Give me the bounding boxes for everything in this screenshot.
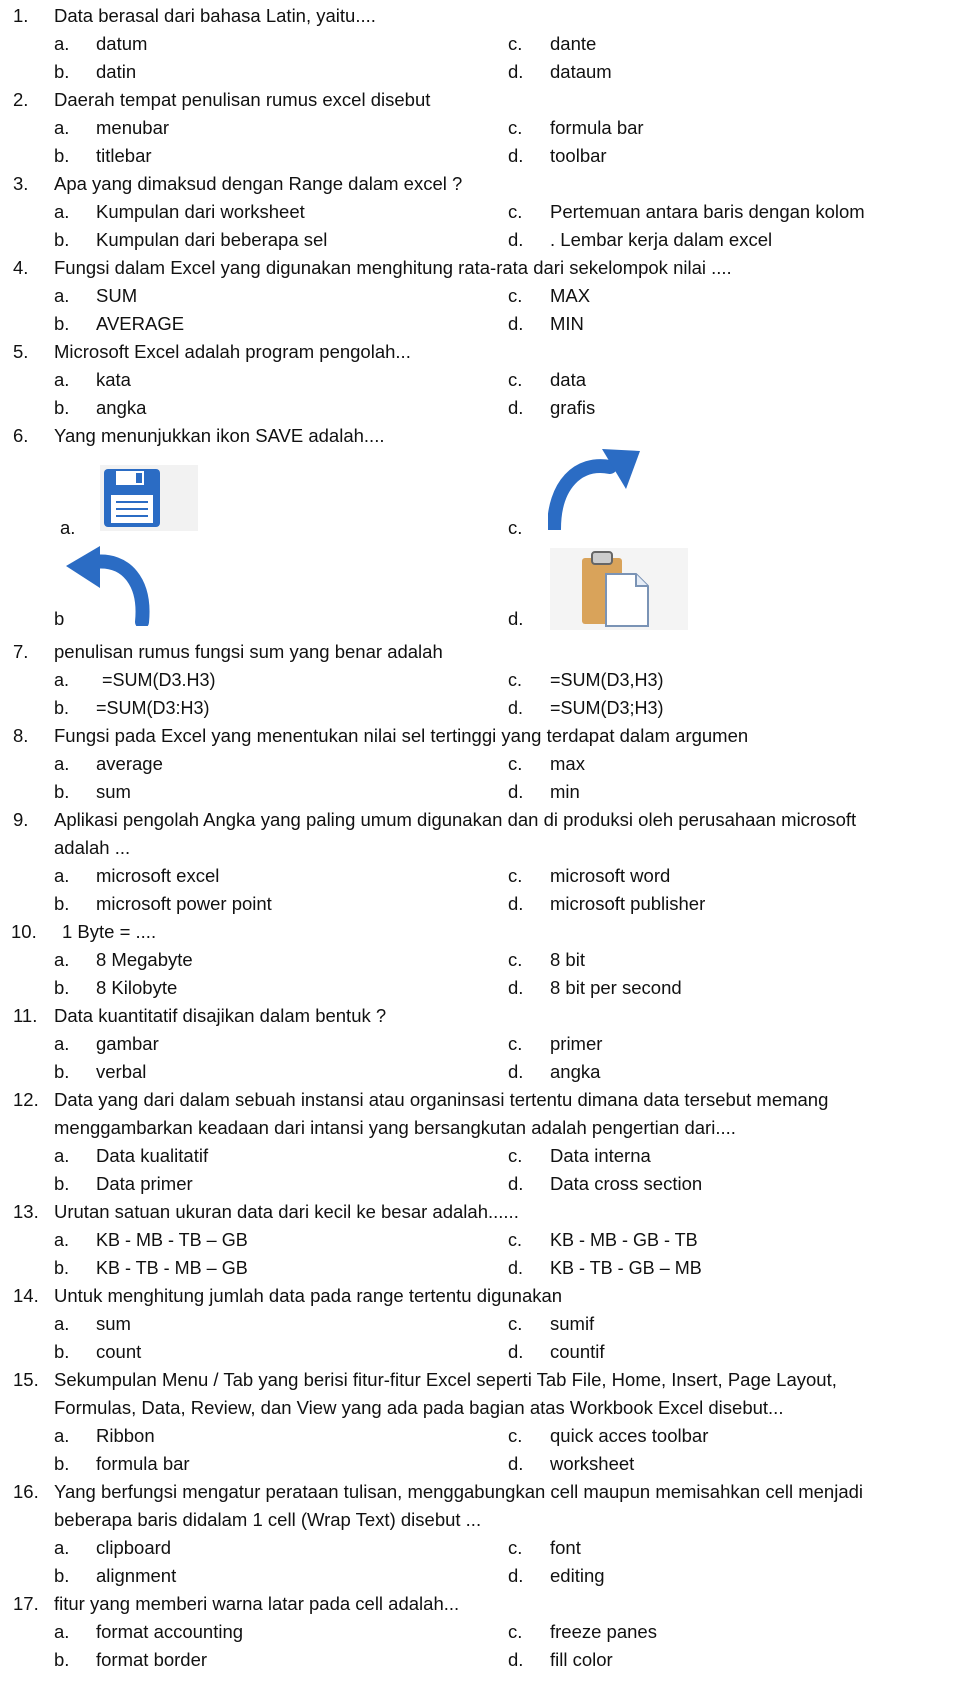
option-a-label: a. [54, 865, 70, 886]
question-text: Urutan satuan ukuran data dari kecil ke besar adalah...... [54, 1201, 519, 1222]
option-c-text: 8 bit [550, 949, 585, 970]
question-text-continued: adalah ... [54, 837, 131, 858]
option-c-text: Pertemuan antara baris dengan kolom [550, 201, 865, 222]
option-c-image[interactable] [548, 445, 642, 530]
option-a-label: a. [54, 1621, 70, 1642]
option-d-text: min [550, 781, 580, 802]
option-c-text: MAX [550, 285, 591, 306]
question-text: Aplikasi pengolah Angka yang paling umum digunakan dan di produksi oleh perusahaan microsoft [54, 809, 857, 830]
option-c-label: c. [508, 1033, 523, 1054]
option-a-label: a. [54, 1230, 70, 1250]
clipboard-paste-icon [550, 548, 688, 630]
option-a-label: a. [54, 1145, 70, 1166]
question-number: 14. [13, 1285, 39, 1306]
option-d-label: d. [508, 229, 524, 250]
undo-arrow-icon [64, 544, 154, 626]
option-d-label: d. [508, 698, 524, 718]
option-d-label: d. [508, 893, 524, 914]
option-d-label: d. [508, 1173, 524, 1194]
option-a-label: a. [54, 285, 70, 306]
option-c-label: c. [508, 517, 523, 538]
option-c-text: quick acces toolbar [550, 1425, 709, 1446]
option-b-label: b [54, 608, 65, 629]
option-a-text: Ribbon [96, 1425, 155, 1446]
option-a-label: a. [54, 1425, 70, 1446]
option-c-text: font [550, 1537, 581, 1558]
option-b-text: verbal [96, 1061, 147, 1082]
option-c-label: c. [508, 1230, 523, 1250]
option-d-label: d. [508, 313, 524, 334]
option-b-text: AVERAGE [96, 313, 185, 334]
option-b-label: b. [54, 145, 70, 166]
option-b-text: sum [96, 781, 131, 802]
question-number: 3. [13, 173, 29, 194]
option-b-text: formula bar [96, 1453, 190, 1474]
option-d-label: d. [508, 977, 524, 998]
question-number: 5. [13, 341, 29, 362]
option-a-label: a. [54, 1033, 70, 1054]
option-b-text: count [96, 1341, 142, 1362]
option-c-text: max [550, 753, 585, 774]
option-a-text: format accounting [96, 1621, 244, 1642]
option-c-label: c. [508, 1425, 523, 1446]
option-d-label: d. [508, 145, 524, 166]
option-d-text: worksheet [550, 1453, 635, 1474]
option-d-label: d. [508, 1649, 524, 1670]
option-b-label: b. [54, 1061, 70, 1082]
option-a-text: Kumpulan dari worksheet [96, 201, 305, 222]
option-a-text: Data kualitatif [96, 1145, 209, 1166]
option-a-text: microsoft excel [96, 865, 220, 886]
option-a-text: menubar [96, 117, 170, 138]
option-c-text: dante [550, 33, 597, 54]
option-b-text: format border [96, 1649, 208, 1670]
option-d-label: d. [508, 61, 524, 82]
option-d-text: =SUM(D3;H3) [550, 698, 664, 718]
question-text: fitur yang memberi warna latar pada cell adalah... [54, 1593, 460, 1614]
option-d-label: d. [508, 1061, 524, 1082]
option-b-label: b. [54, 1341, 70, 1362]
question-text-continued: beberapa baris didalam 1 cell (Wrap Text) disebut ... [54, 1509, 482, 1530]
option-a-text: SUM [96, 285, 138, 306]
option-c-text: sumif [550, 1313, 595, 1334]
option-c-text: formula bar [550, 117, 644, 138]
option-c-label: c. [508, 753, 523, 774]
option-c-label: c. [508, 1145, 523, 1166]
option-a-label: a. [60, 517, 76, 538]
option-b-label: b. [54, 698, 70, 718]
option-c-label: c. [508, 285, 523, 306]
option-a-text: average [96, 753, 163, 774]
option-b-text: datin [96, 61, 137, 82]
option-b-text: alignment [96, 1565, 177, 1586]
option-b-label: b. [54, 1453, 70, 1474]
question-text: Untuk menghitung jumlah data pada range tertentu digunakan [54, 1285, 563, 1306]
question-text: Daerah tempat penulisan rumus excel disebut [54, 89, 431, 110]
question-text: Data kuantitatif disajikan dalam bentuk ? [54, 1005, 387, 1026]
option-b-label: b. [54, 893, 70, 914]
question-number: 10. [11, 921, 37, 942]
option-b-text: titlebar [96, 145, 152, 166]
question-text: Yang berfungsi mengatur perataan tulisan, menggabungkan cell maupun memisahkan cell menjadi [54, 1481, 864, 1502]
option-c-label: c. [508, 201, 523, 222]
option-a-text: gambar [96, 1033, 159, 1054]
option-c-label: c. [508, 117, 523, 138]
question-text: Fungsi pada Excel yang menentukan nilai sel tertinggi yang terdapat dalam argumen [54, 725, 749, 746]
option-d-text: fill color [550, 1649, 613, 1670]
floppy-disk-save-icon [100, 465, 198, 531]
option-a-text: =SUM(D3.H3) [102, 670, 216, 690]
option-c-text: primer [550, 1033, 603, 1054]
question-number: 13. [13, 1201, 39, 1222]
option-b-label: b. [54, 1258, 70, 1278]
option-c-text: freeze panes [550, 1621, 657, 1642]
option-d-label: d. [508, 397, 524, 418]
option-b-label: b. [54, 1649, 70, 1670]
question-text: Data yang dari dalam sebuah instansi atau organinsasi tertentu dimana data tersebut memang [54, 1089, 829, 1110]
option-c-label: c. [508, 1313, 523, 1334]
option-c-label: c. [508, 33, 523, 54]
question-number: 9. [13, 809, 29, 830]
option-d-text: dataum [550, 61, 612, 82]
option-c-text: KB - MB - GB - TB [550, 1230, 698, 1250]
question-number: 16. [13, 1481, 39, 1502]
option-a-label: a. [54, 33, 70, 54]
option-c-text: Data interna [550, 1145, 651, 1166]
option-d-text: grafis [550, 397, 596, 418]
option-d-label: d. [508, 608, 524, 629]
question-text: Sekumpulan Menu / Tab yang berisi fitur-fitur Excel seperti Tab File, Home, Insert, Page Layout, [54, 1369, 837, 1390]
option-c-label: c. [508, 949, 523, 970]
option-a-label: a. [54, 1313, 70, 1334]
question-text: Fungsi dalam Excel yang digunakan menghitung rata-rata dari sekelompok nilai .... [54, 257, 732, 278]
option-a-image[interactable] [100, 465, 198, 531]
option-c-label: c. [508, 865, 523, 886]
option-a-text: 8 Megabyte [96, 949, 193, 970]
option-c-text: =SUM(D3,H3) [550, 670, 664, 690]
option-c-label: c. [508, 670, 523, 690]
option-a-label: a. [54, 201, 70, 222]
option-a-label: a. [54, 369, 70, 390]
option-a-label: a. [54, 753, 70, 774]
option-b-label: b. [54, 1565, 70, 1586]
option-d-text: countif [550, 1341, 605, 1362]
option-c-text: data [550, 369, 587, 390]
option-d-text: Data cross section [550, 1173, 703, 1194]
option-b-text: Data primer [96, 1173, 193, 1194]
option-b-label: b. [54, 229, 70, 250]
option-b-text: 8 Kilobyte [96, 977, 178, 998]
option-d-label: d. [508, 1453, 524, 1474]
question-text: 1 Byte = .... [62, 921, 157, 942]
option-a-text: datum [96, 33, 148, 54]
question-text: penulisan rumus fungsi sum yang benar adalah [54, 641, 443, 662]
option-d-label: d. [508, 781, 524, 802]
option-a-label: a. [54, 117, 70, 138]
option-b-label: b. [54, 977, 70, 998]
option-b-text: Kumpulan dari beberapa sel [96, 229, 328, 250]
option-a-label: a. [54, 1537, 70, 1558]
question-number: 6. [13, 425, 29, 446]
option-b-text: angka [96, 397, 147, 418]
option-b-text: =SUM(D3:H3) [96, 698, 210, 718]
option-a-text: clipboard [96, 1537, 172, 1558]
option-d-text: MIN [550, 313, 584, 334]
question-number: 7. [13, 641, 29, 662]
option-b-label: b. [54, 1173, 70, 1194]
option-d-label: d. [508, 1258, 524, 1278]
option-a-text: KB - MB - TB – GB [96, 1230, 248, 1250]
option-d-text: angka [550, 1061, 601, 1082]
option-a-label: a. [54, 670, 70, 690]
question-text-continued: menggambarkan keadaan dari intansi yang bersangkutan adalah pengertian dari.... [54, 1117, 736, 1138]
option-d-label: d. [508, 1565, 524, 1586]
option-d-text: microsoft publisher [550, 893, 706, 914]
option-b-label: b. [54, 397, 70, 418]
option-a-text: sum [96, 1313, 131, 1334]
option-b-label: b. [54, 781, 70, 802]
option-d-text: 8 bit per second [550, 977, 682, 998]
option-c-text: microsoft word [550, 865, 671, 886]
option-c-label: c. [508, 1621, 523, 1642]
question-text: Data berasal dari bahasa Latin, yaitu.... [54, 5, 376, 26]
question-number: 15. [13, 1369, 39, 1390]
question-number: 4. [13, 257, 29, 278]
option-c-label: c. [508, 369, 523, 390]
question-text: Yang menunjukkan ikon SAVE adalah.... [54, 425, 385, 446]
option-b-label: b. [54, 61, 70, 82]
question-text: Microsoft Excel adalah program pengolah... [54, 341, 411, 362]
option-a-text: kata [96, 369, 131, 390]
option-b-image[interactable] [64, 544, 154, 626]
question-text: Apa yang dimaksud dengan Range dalam excel ? [54, 173, 463, 194]
option-d-image[interactable] [550, 548, 688, 630]
option-d-text: editing [550, 1565, 605, 1586]
question-number: 2. [13, 89, 29, 110]
option-a-label: a. [54, 949, 70, 970]
question-number: 1. [13, 5, 29, 26]
option-d-text: . Lembar kerja dalam excel [550, 229, 773, 250]
question-text-continued: Formulas, Data, Review, dan View yang ada pada bagian atas Workbook Excel disebut... [54, 1397, 784, 1418]
question-number: 8. [13, 725, 29, 746]
redo-arrow-icon [548, 445, 642, 530]
question-number: 17. [13, 1593, 39, 1614]
option-b-label: b. [54, 313, 70, 334]
question-number: 11. [13, 1005, 38, 1026]
option-d-label: d. [508, 1341, 524, 1362]
question-number: 12. [13, 1089, 39, 1110]
option-c-label: c. [508, 1537, 523, 1558]
option-d-text: toolbar [550, 145, 607, 166]
option-b-text: KB - TB - MB – GB [96, 1258, 248, 1278]
option-b-text: microsoft power point [96, 893, 272, 914]
option-d-text: KB - TB - GB – MB [550, 1258, 702, 1278]
